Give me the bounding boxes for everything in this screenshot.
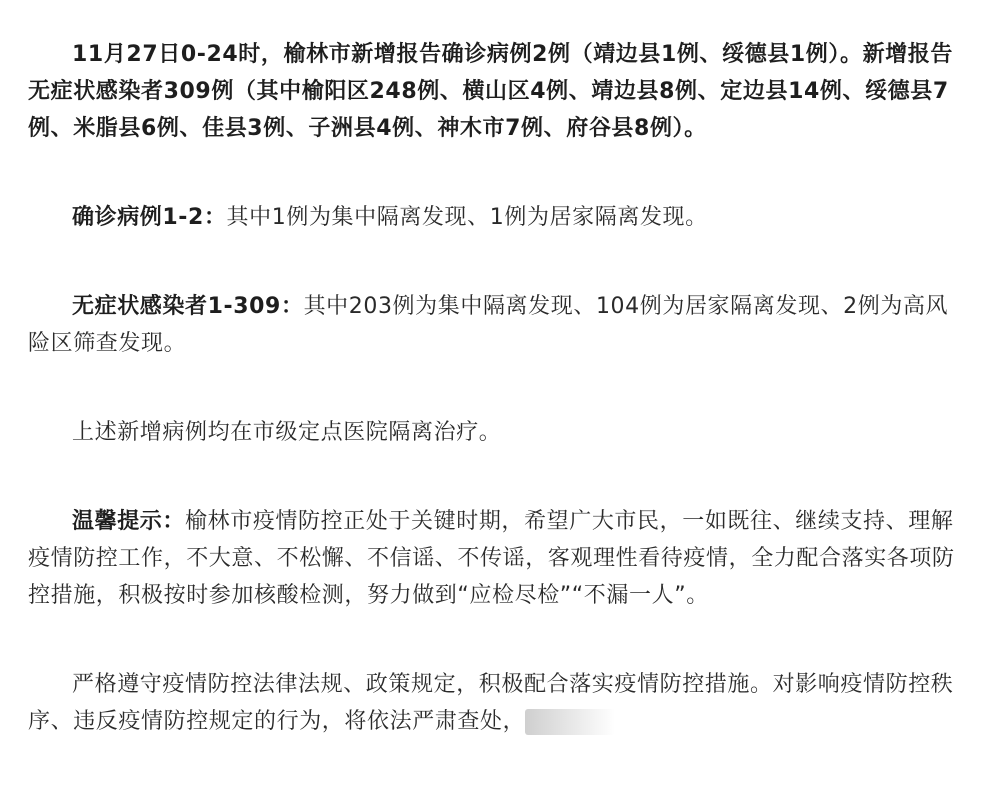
confirmed-cases-lead: 确诊病例1-2：	[72, 205, 227, 230]
reminder-lead: 温馨提示：	[72, 509, 186, 534]
spacer	[28, 362, 964, 414]
regulations-text: 严格遵守疫情防控法律法规、政策规定，积极配合落实疫情防控措施。对影响疫情防控秩序、违反疫情防控规定的行为，将依法严肃查处，	[28, 672, 954, 734]
paragraph-asymptomatic-cases	[28, 288, 964, 362]
reminder-text: 榆林市疫情防控正处于关键时期，希望广大市民，一如既往、继续支持、理解疫情防控工作，不大意、不松懈、不信谣、不传谣，客观理性看待疫情，全力配合落实各项防控措施，积极按时参加核酸检测，努力做到“应检尽检”“不漏一人”。	[28, 509, 955, 608]
confirmed-cases-text: 其中1例为集中隔离发现、1例为居家隔离发现。	[226, 205, 708, 230]
asymptomatic-lead: 无症状感染者1-309：	[72, 294, 304, 319]
spacer	[28, 451, 964, 503]
paragraph-confirmed-cases	[28, 199, 964, 236]
paragraph-treatment: 上述新增病例均在市级定点医院隔离治疗。	[72, 420, 502, 445]
paragraph-case-summary: 11月27日0-24时，榆林市新增报告确诊病例2例（靖边县1例、绥德县1例）。新增报告无症状感染者309例（其中榆阳区248例、横山区4例、靖边县8例、定边县14例、绥德县7例、米脂县6例、佳县3例、子洲县4例、神木市7例、府谷县8例）。	[28, 42, 954, 141]
spacer	[28, 614, 964, 666]
watermark-fade	[525, 709, 615, 735]
spacer	[28, 236, 964, 288]
spacer	[28, 147, 964, 199]
asymptomatic-text: 其中203例为集中隔离发现、104例为居家隔离发现、2例为高风险区筛查发现。	[28, 294, 949, 356]
paragraph-regulations	[28, 666, 964, 740]
paragraph-reminder	[28, 503, 964, 614]
article-body	[28, 36, 964, 740]
